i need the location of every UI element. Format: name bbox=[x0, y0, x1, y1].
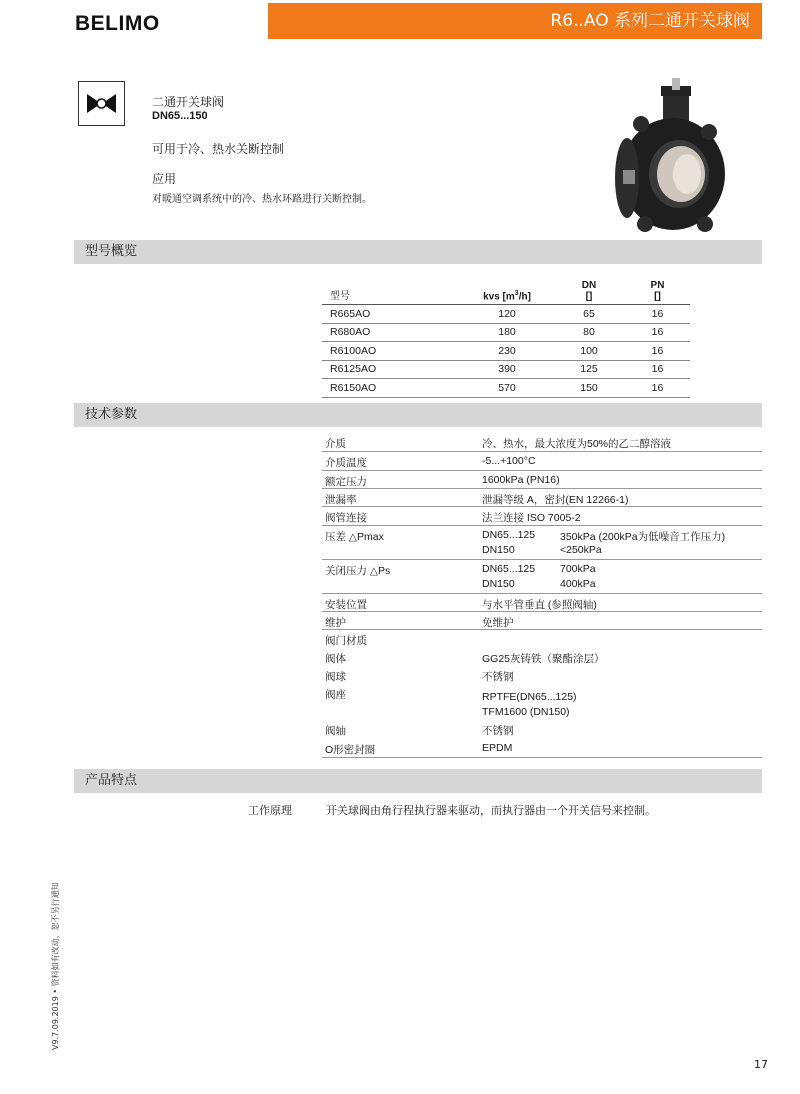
spec-label: 安装位置 bbox=[325, 599, 367, 611]
pn-cell: 16 bbox=[625, 360, 690, 379]
kvs-cell: 120 bbox=[461, 305, 553, 324]
spec-row-material bbox=[322, 630, 762, 648]
model-cell: R680AO bbox=[322, 323, 461, 342]
model-table bbox=[322, 273, 690, 398]
header-title-bar bbox=[268, 3, 762, 39]
col-kvs: kvs $[m^3/h]$ bbox=[461, 273, 553, 305]
pn-cell: 16 bbox=[625, 379, 690, 398]
spec-label: 关闭压力 △Ps bbox=[325, 565, 391, 577]
spec-value: 免维护 bbox=[482, 617, 514, 629]
spec-row-pressure bbox=[322, 471, 762, 489]
spec-value: <250kPa bbox=[560, 544, 602, 556]
spec-label: 阀轴 bbox=[325, 725, 346, 737]
spec-value: 700kPa bbox=[560, 563, 596, 575]
spec-row-stem bbox=[322, 720, 762, 739]
model-cell: R6100AO bbox=[322, 342, 461, 361]
spec-row-connection bbox=[322, 507, 762, 526]
pn-cell: 16 bbox=[625, 342, 690, 361]
table-row bbox=[322, 342, 690, 361]
spec-label: 阀体 bbox=[325, 653, 346, 665]
spec-label: 阀球 bbox=[325, 671, 346, 683]
spec-value: 1600kPa (PN16) bbox=[482, 474, 560, 486]
spec-label: 额定压力 bbox=[325, 476, 367, 488]
section-models-title: 型号概览 bbox=[85, 244, 138, 259]
spec-value: TFM1600 (DN150) bbox=[482, 706, 570, 718]
section-features-title: 产品特点 bbox=[85, 773, 138, 788]
spec-value: GG25灰铸铁（聚酯涂层） bbox=[482, 653, 605, 665]
table-row bbox=[322, 323, 690, 342]
section-features bbox=[74, 769, 762, 793]
section-tech-title: 技术参数 bbox=[85, 407, 138, 422]
spec-label: O形密封圈 bbox=[325, 744, 376, 756]
spec-label: 压差 △Pmax bbox=[325, 531, 384, 543]
spec-label: 介质温度 bbox=[325, 457, 367, 469]
spec-row-leak bbox=[322, 489, 762, 507]
size-range: DN65...150 bbox=[152, 110, 208, 122]
spec-row-medium bbox=[322, 433, 762, 452]
col-dn: DN [] bbox=[553, 273, 625, 305]
valve-product-image bbox=[605, 74, 733, 244]
spec-value: 不锈钢 bbox=[482, 725, 514, 737]
model-table-header bbox=[322, 273, 690, 305]
spec-label: 泄漏率 bbox=[325, 494, 357, 506]
kvs-cell: 230 bbox=[461, 342, 553, 361]
spec-label: 阀管连接 bbox=[325, 512, 367, 524]
kvs-cell: 570 bbox=[461, 379, 553, 398]
spec-label: 阀座 bbox=[325, 689, 346, 701]
dn-cell: 80 bbox=[553, 323, 625, 342]
header-title: R6..AO 系列二通开关球阀 bbox=[550, 11, 750, 31]
spec-value: 不锈钢 bbox=[482, 671, 514, 683]
col-pn: PN [] bbox=[625, 273, 690, 305]
dn-cell: 125 bbox=[553, 360, 625, 379]
spec-label: 维护 bbox=[325, 617, 346, 629]
spec-label: 阀门材质 bbox=[325, 635, 367, 647]
spec-row-temp bbox=[322, 452, 762, 471]
spec-label: 介质 bbox=[325, 438, 346, 450]
spec-value: 冷、热水，最大浓度为50%的乙二醇溶液 bbox=[482, 438, 672, 450]
spec-value: 400kPa bbox=[560, 578, 596, 590]
spec-row-oring bbox=[322, 739, 762, 758]
dn-cell: 100 bbox=[553, 342, 625, 361]
valve-symbol-icon bbox=[78, 81, 125, 126]
col-model: 型号 bbox=[322, 273, 461, 305]
model-cell: R6125AO bbox=[322, 360, 461, 379]
page-number: 17 bbox=[754, 1058, 768, 1071]
product-title: 二通开关球阀 bbox=[152, 95, 225, 109]
application-text: 对暖通空调系统中的冷、热水环路进行关断控制。 bbox=[152, 194, 372, 205]
working-principle-text: 开关球阀由角行程执行器来驱动，而执行器由一个开关信号来控制。 bbox=[326, 804, 656, 817]
spec-value: 350kPa (200kPa为低噪音工作压力) bbox=[560, 531, 726, 543]
application-heading: 应用 bbox=[152, 172, 177, 186]
kvs-cell: 390 bbox=[461, 360, 553, 379]
model-cell: R665AO bbox=[322, 305, 461, 324]
table-row bbox=[322, 360, 690, 379]
spec-row-body bbox=[322, 648, 762, 666]
spec-row-ps bbox=[322, 560, 762, 594]
spec-sub: DN65...125 bbox=[482, 529, 536, 541]
spec-value: 法兰连接 ISO 7005-2 bbox=[482, 512, 581, 524]
pn-cell: 16 bbox=[625, 305, 690, 324]
spec-row-install bbox=[322, 594, 762, 612]
kvs-cell: 180 bbox=[461, 323, 553, 342]
spec-sub: DN65...125 bbox=[482, 563, 536, 575]
section-models bbox=[74, 240, 762, 264]
spec-row-seat bbox=[322, 684, 762, 720]
spec-row-dp bbox=[322, 526, 762, 560]
spec-value: 与水平管垂直 (参照阀轴) bbox=[482, 599, 597, 611]
tech-spec-table bbox=[322, 433, 762, 758]
logo-text: BELIMO bbox=[75, 12, 160, 35]
table-row bbox=[322, 379, 690, 398]
dn-cell: 65 bbox=[553, 305, 625, 324]
spec-sub: DN150 bbox=[482, 544, 515, 556]
spec-value: EPDM bbox=[482, 742, 513, 754]
spec-sub: DN150 bbox=[482, 578, 515, 590]
spec-row-ball bbox=[322, 666, 762, 684]
working-principle-label: 工作原理 bbox=[248, 804, 292, 817]
pn-cell: 16 bbox=[625, 323, 690, 342]
spec-row-maintenance bbox=[322, 612, 762, 630]
spec-value: 泄漏等级 A，密封(EN 12266-1) bbox=[482, 494, 629, 506]
belimo-logo bbox=[75, 12, 160, 38]
dn-cell: 150 bbox=[553, 379, 625, 398]
spec-value: -5...+100°C bbox=[482, 455, 536, 467]
section-tech bbox=[74, 403, 762, 427]
side-note: V9.7.09.2019 • 资料如有改动，恕不另行通知 bbox=[51, 882, 60, 1050]
table-row bbox=[322, 305, 690, 324]
model-cell: R6150AO bbox=[322, 379, 461, 398]
spec-value: RPTFE(DN65...125) bbox=[482, 691, 577, 703]
usage-text: 可用于冷、热水关断控制 bbox=[152, 142, 285, 156]
